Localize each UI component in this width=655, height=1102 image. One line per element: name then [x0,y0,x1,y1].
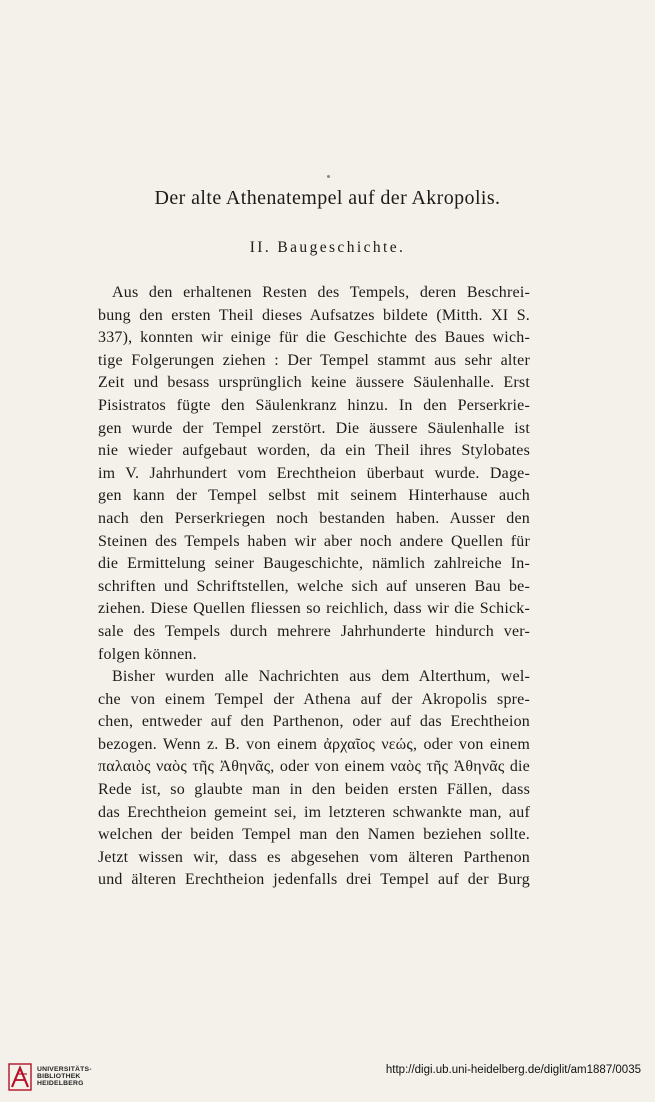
text-line: schriften und Schriftstellen, welche sich auf unseren Bau be- [98,577,530,595]
text-line: tige Folgerungen ziehen : Der Tempel stammt aus sehr alter [98,351,530,369]
text-line: ziehen. Diese Quellen fliessen so reichlich, dass wir die Schick- [98,600,530,618]
text-line: nie wieder aufgebaut worden, da ein Theil ihres Stylobates [98,442,530,460]
logo-line: UNIVERSITÄTS- [37,1066,92,1073]
text-line: 337), konnten wir einige für die Geschichte des Baues wich- [98,329,530,347]
text-line: Pisistratos fügte den Säulenkranz hinzu. In den Perserkrie- [98,396,530,414]
section-heading: II. Baugeschichte. [249,239,406,256]
text-line: gen kann der Tempel selbst mit seinem Hinterhause auch [98,487,530,505]
text-line: bung den ersten Theil dieses Aufsatzes bildete (Mitth. XI S. [98,306,530,324]
text-line: sale des Tempels durch mehrere Jahrhunderte hindurch ver- [98,622,530,640]
paragraph-2 [98,666,530,892]
ink-speck [327,175,330,178]
logo-line: BIBLIOTHEK [37,1073,81,1081]
text-line: Jetzt wissen wir, dass es abgesehen vom älteren Parthenon [98,848,530,866]
text-line: Zeit und besass ursprünglich keine äussere Säulenhalle. Erst [98,374,530,392]
text-line: das Erechtheion gemeint sei, im letzteren schwankte man, auf [98,803,530,821]
footer-bar [0,1052,655,1102]
text-line: welchen der beiden Tempel man den Namen beziehen sollte. [98,826,530,844]
text-line: folgen können. [98,645,197,663]
article-title: Der alte Athenatempel auf der Akropolis. [154,187,501,209]
text-line: gen wurde der Tempel zerstört. Die äussere Säulenhalle ist [98,419,530,437]
text-line: Steinen des Tempels haben wir aber noch andere Quellen für [98,532,530,550]
logo-line: HEIDELBERG [37,1080,84,1088]
paragraph-1 [98,282,530,666]
text-line: und älteren Erechtheion jedenfalls drei Tempel auf der Burg [98,871,530,889]
text-line: im V. Jahrhundert vom Erechtheion überbaut wurde. Dage- [98,464,530,482]
text-line: che von einem Tempel der Athena auf der Akropolis spre- [98,690,530,708]
text-line: Bisher wurden alle Nachrichten aus dem Alterthum, wel- [112,668,530,686]
text-line: die Ermittelung seiner Baugeschichte, nämlich zahlreiche In- [98,555,530,573]
library-logo-icon [8,1062,34,1092]
text-line: Rede ist, so glaubte man in den beiden ersten Fällen, dass [98,781,530,799]
text-line: nach den Perserkriegen noch bestanden haben. Ausser den [98,509,530,527]
text-line: bezogen. Wenn z. B. von einem ἀρχαῖος νεώς, oder von einem [98,735,530,753]
text-line: chen, entweder auf den Parthenon, oder auf das Erechtheion [98,713,530,731]
text-line: παλαιὸς ναὸς τῆς Ἀθηνᾶς, oder von einem ναὸς τῆς Ἀθηνᾶς die [98,758,530,776]
library-logo-text [37,1066,92,1088]
body-text [98,282,530,892]
source-url-link[interactable]: http://digi.ub.uni-heidelberg.de/diglit/am1887/0035 [385,1064,641,1076]
text-line: Aus den erhaltenen Resten des Tempels, deren Beschrei- [112,284,530,301]
